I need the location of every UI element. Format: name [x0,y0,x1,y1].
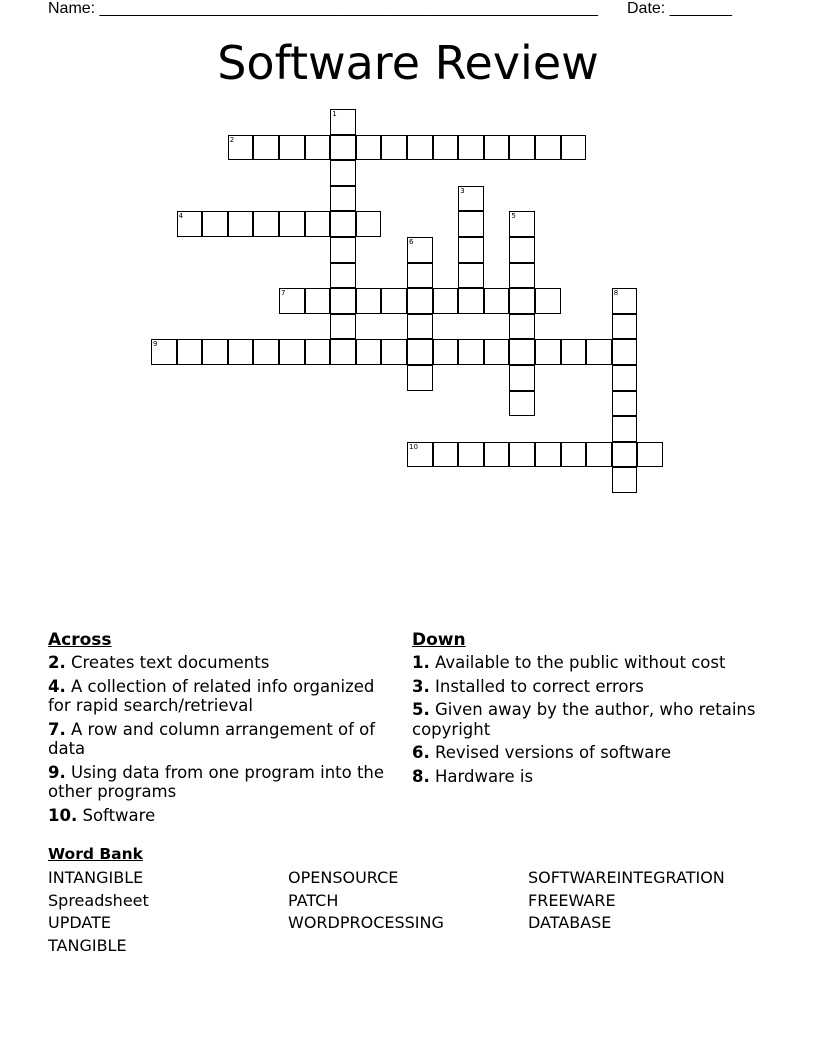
clue-number: 10 [409,442,418,451]
clue-num: 2. [48,653,66,672]
down-clue-list [412,653,757,786]
grid-cell[interactable] [356,339,382,365]
grid-cell[interactable] [535,339,561,365]
grid-cell[interactable] [433,288,459,314]
grid-cell[interactable] [177,339,203,365]
grid-cell[interactable] [509,391,535,417]
clue [48,653,393,673]
grid-cell[interactable] [612,288,638,314]
grid-cell[interactable] [279,135,305,161]
grid-cell[interactable] [330,237,356,263]
grid-cell[interactable] [356,288,382,314]
grid-cell[interactable] [407,365,433,391]
grid-cell[interactable] [381,135,407,161]
grid-cell[interactable] [381,288,407,314]
grid-cell[interactable] [509,263,535,289]
clue-num: 3. [412,676,430,696]
grid-cell[interactable] [330,339,356,365]
grid-cell[interactable] [330,314,356,340]
grid-cell[interactable] [279,339,305,365]
clue [412,653,757,673]
grid-cell[interactable] [458,186,484,212]
clue-text: Revised versions of software [429,743,671,762]
grid-cell[interactable] [509,211,535,237]
grid-cell[interactable] [228,135,254,161]
grid-cell[interactable] [356,135,382,161]
grid-cell[interactable] [177,211,203,237]
clue-num: 1. [412,653,430,672]
clue [412,700,757,739]
word-bank-title: Word Bank [48,845,143,863]
grid-cell[interactable] [561,339,587,365]
clue-text: Given away by the author, who retains copyright [412,700,756,739]
grid-cell[interactable] [330,135,356,161]
clue-text: A collection of related info organized for rapid search/retrieval [48,676,375,715]
grid-cell[interactable] [612,339,638,365]
grid-cell[interactable] [458,339,484,365]
grid-cell[interactable] [612,314,638,340]
clue-number: 9 [153,340,158,349]
word-bank-item: WORDPROCESSING [288,913,444,932]
clue-num: 4. [48,676,66,696]
grid-cell[interactable] [253,211,279,237]
grid-cell[interactable] [151,339,177,365]
clue-text: A row and column arrangement of of data [48,719,376,758]
grid-cell[interactable] [330,288,356,314]
grid-cell[interactable] [253,135,279,161]
page-title: Software Review [217,36,599,90]
grid-cell[interactable] [253,339,279,365]
word-bank-item: SOFTWAREINTEGRATION [528,868,725,887]
across-clue-list [48,653,393,825]
grid-cell[interactable] [612,442,638,468]
clue-num: 9. [48,762,66,782]
clue [48,806,393,826]
grid-cell[interactable] [535,288,561,314]
clue-number: 7 [281,289,286,298]
clue [412,677,757,697]
clue-num: 6. [412,743,430,762]
grid-cell[interactable] [305,211,331,237]
clue-text: Software [77,805,156,825]
grid-cell[interactable] [407,339,433,365]
grid-cell[interactable] [407,237,433,263]
grid-cell[interactable] [305,135,331,161]
word-bank-item: INTANGIBLE [48,868,144,887]
grid-cell[interactable] [407,288,433,314]
grid-cell[interactable] [509,339,535,365]
grid-cell[interactable] [484,135,510,161]
grid-cell[interactable] [330,211,356,237]
grid-cell[interactable] [484,339,510,365]
grid-cell[interactable] [586,442,612,468]
grid-cell[interactable] [458,263,484,289]
down-clues [412,630,757,790]
word-bank-item: Spreadsheet [48,890,149,910]
clue-num: 8. [412,766,430,786]
grid-cell[interactable] [305,339,331,365]
clue-number: 8 [613,289,619,298]
grid-cell[interactable] [535,442,561,468]
grid-cell[interactable] [637,442,663,468]
grid-cell[interactable] [509,237,535,263]
word-bank-item: DATABASE [528,913,612,932]
grid-cell[interactable] [509,365,535,391]
grid-cell[interactable] [433,442,459,468]
date-field[interactable]: Date: _______ [627,0,732,17]
grid-cell[interactable] [612,391,638,417]
grid-cell[interactable] [509,288,535,314]
grid-cell[interactable] [407,263,433,289]
grid-cell[interactable] [202,339,228,365]
grid-cell[interactable] [407,314,433,340]
clue [48,677,393,716]
grid-cell[interactable] [612,365,638,391]
grid-cell[interactable] [305,288,331,314]
grid-cell[interactable] [381,339,407,365]
grid-cell[interactable] [279,211,305,237]
word-bank-item: FREEWARE [528,890,616,910]
down-heading: Down [412,630,466,650]
clue [48,763,393,802]
grid-cell[interactable] [561,135,587,161]
grid-cell[interactable] [458,211,484,237]
grid-cell[interactable] [407,442,433,468]
clue [412,767,757,787]
grid-cell[interactable] [535,135,561,161]
grid-cell[interactable] [612,416,638,442]
grid-cell[interactable] [330,160,356,186]
clue [412,743,757,763]
grid-cell[interactable] [330,109,356,135]
grid-cell[interactable] [407,135,433,161]
across-clues [48,630,393,829]
clue-number: 1 [332,110,337,118]
grid-cell[interactable] [202,211,228,237]
clue-num: 10. [48,805,78,825]
grid-cell[interactable] [484,442,510,468]
grid-cell[interactable] [458,288,484,314]
clue-number: 3 [460,186,465,195]
name-field[interactable]: Name: ________________________________________________________ [48,0,598,17]
word-bank-item: PATCH [288,890,339,910]
clue-number: 4 [178,212,184,221]
clue-number: 2 [229,135,235,144]
grid-cell[interactable] [458,135,484,161]
clue-text: Using data from one program into the other programs [48,762,385,801]
clue-number: 5 [511,212,516,221]
grid-cell[interactable] [484,288,510,314]
clue-text: Hardware is [429,766,534,786]
grid-cell[interactable] [509,314,535,340]
grid-cell[interactable] [509,442,535,468]
grid-cell[interactable] [330,263,356,289]
grid-cell[interactable] [356,211,382,237]
word-bank-item: TANGIBLE [48,935,127,955]
clue-text: Available to the public without cost [429,653,726,672]
grid-cell[interactable] [433,339,459,365]
grid-cell[interactable] [612,467,638,493]
grid-cell[interactable] [228,339,254,365]
grid-cell[interactable] [279,288,305,314]
clue-number: 6 [409,238,414,246]
clue-num: 5. [412,700,430,719]
grid-cell[interactable] [228,211,254,237]
clue-text: Creates text documents [65,653,270,672]
grid-cell[interactable] [330,186,356,212]
clue-num: 7. [48,719,66,739]
grid-cell[interactable] [561,442,587,468]
grid-cell[interactable] [509,135,535,161]
word-bank-item: OPENSOURCE [288,868,399,887]
grid-cell[interactable] [586,339,612,365]
word-bank-item: UPDATE [48,913,111,932]
clue-text: Installed to correct errors [429,676,644,696]
clue [48,720,393,759]
across-heading: Across [48,630,112,650]
grid-cell[interactable] [458,237,484,263]
grid-cell[interactable] [458,442,484,468]
grid-cell[interactable] [433,135,459,161]
